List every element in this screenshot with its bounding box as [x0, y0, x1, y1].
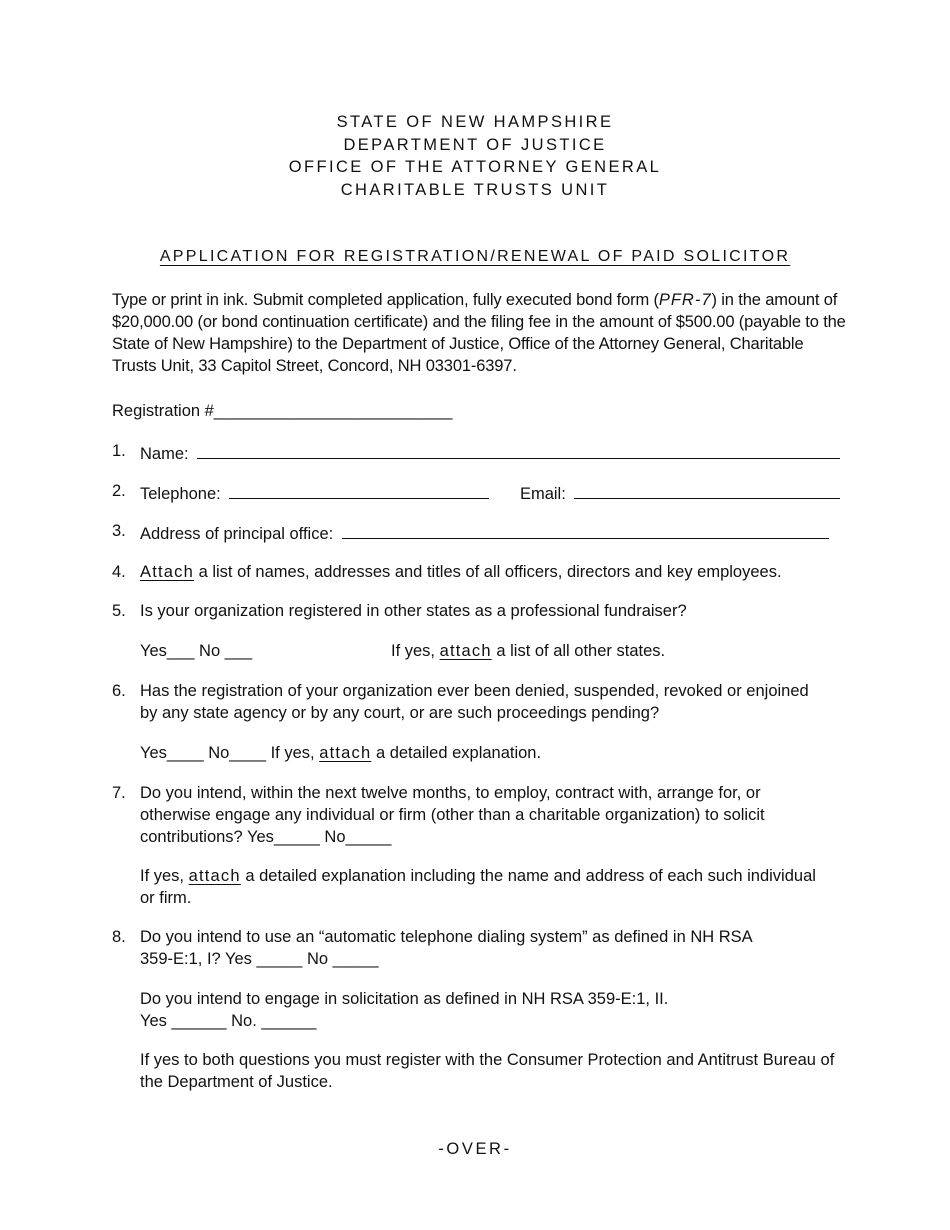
- header-office: OFFICE OF THE ATTORNEY GENERAL: [288, 158, 662, 176]
- item-number: 2.: [112, 482, 126, 500]
- item-5-question: Is your organization registered in other states as a professional fundraiser?: [140, 602, 687, 620]
- email-label: Email:: [519, 485, 566, 503]
- item-number: 7.: [112, 784, 126, 802]
- item-number: 4.: [112, 563, 126, 581]
- item-8-question-2: Do you intend to engage in solicitation as defined in NH RSA 359-E:1, II.: [140, 990, 669, 1008]
- address-field[interactable]: [342, 520, 829, 539]
- item-7-question: Do you intend, within the next twelve months, to employ, contract with, arrange for, or otherwise engage any individual or firm (other than a charitable organization) to solicit contributions? Yes_____ No_____: [140, 784, 765, 846]
- form-title: [0, 245, 950, 268]
- attach-emphasis: Attach: [140, 563, 194, 581]
- header-department: DEPARTMENT OF JUSTICE: [343, 135, 607, 154]
- attach-emphasis: attach: [439, 642, 492, 660]
- item-4-text: a list of names, addresses and titles of all officers, directors and key employees.: [193, 563, 782, 581]
- item-8-yes-no[interactable]: Yes ______ No. ______: [140, 1012, 317, 1030]
- item-8-note: If yes to both questions you must register with the Consumer Protection and Antitrust Bureau of the Department of Justice.: [140, 1051, 835, 1091]
- page-footer-over: -OVER-: [438, 1140, 512, 1158]
- item-number: 6.: [112, 682, 126, 700]
- form-title-text: APPLICATION FOR REGISTRATION/RENEWAL OF PAID SOLICITOR: [159, 248, 791, 265]
- item-5-attach-note: [391, 640, 665, 662]
- item-number: 3.: [112, 522, 126, 540]
- item-6-question: Has the registration of your organization ever been denied, suspended, revoked or enjoined by any state agency or by any court, or are such proceedings pending?: [140, 682, 809, 722]
- item-7-tail: a detailed explanation including the name and address of each such individual or firm.: [140, 867, 816, 907]
- telephone-field[interactable]: [229, 480, 489, 499]
- header-unit: CHARITABLE TRUSTS UNIT: [340, 180, 610, 199]
- instructions-part2: ) in the amount of $20,000.00 (or bond continuation certificate) and the filing fee in the amount of $500.00 (payable to the State of New Hampshire) to the Department of Justice, Office of the Attorney General, Charitable Trusts Unit, 33 Capitol Street, Concord, NH 03301-6397.: [112, 291, 846, 375]
- if-yes-text: If yes,: [140, 867, 189, 885]
- item-6-tail: a detailed explanation.: [371, 744, 542, 762]
- address-label: Address of principal office:: [140, 525, 334, 543]
- yes-no-text: Yes____ No____ If yes,: [140, 744, 320, 762]
- email-field[interactable]: [574, 480, 840, 499]
- telephone-label: Telephone:: [140, 485, 221, 503]
- item-8-solicitation: [140, 988, 840, 1032]
- attach-emphasis: attach: [188, 867, 241, 885]
- item-6-yes-no[interactable]: [140, 742, 541, 764]
- item-number: 5.: [112, 602, 126, 620]
- instructions-part1: Type or print in ink. Submit completed application, fully executed bond form (: [112, 291, 659, 309]
- item-8-question: Do you intend to use an “automatic telephone dialing system” as defined in NH RSA 359-E:1, I? Yes _____ No _____: [140, 928, 752, 968]
- bond-form-code: PFR-7: [658, 291, 712, 309]
- item-5-tail: a list of all other states.: [491, 642, 666, 660]
- item-number: 8.: [112, 928, 126, 946]
- item-5-yes-no[interactable]: Yes___ No ___: [140, 642, 253, 660]
- name-label: Name:: [140, 445, 189, 463]
- item-number: 1.: [112, 442, 126, 460]
- header-state: STATE OF NEW HAMPSHIRE: [336, 113, 614, 131]
- name-field[interactable]: [197, 440, 840, 459]
- attach-emphasis: attach: [319, 744, 372, 762]
- instructions: [112, 289, 847, 377]
- agency-header: [0, 111, 950, 201]
- item-7-attach-note: [140, 865, 835, 909]
- registration-number-field[interactable]: Registration #__________________________: [112, 402, 453, 420]
- if-yes-text: If yes,: [391, 642, 440, 660]
